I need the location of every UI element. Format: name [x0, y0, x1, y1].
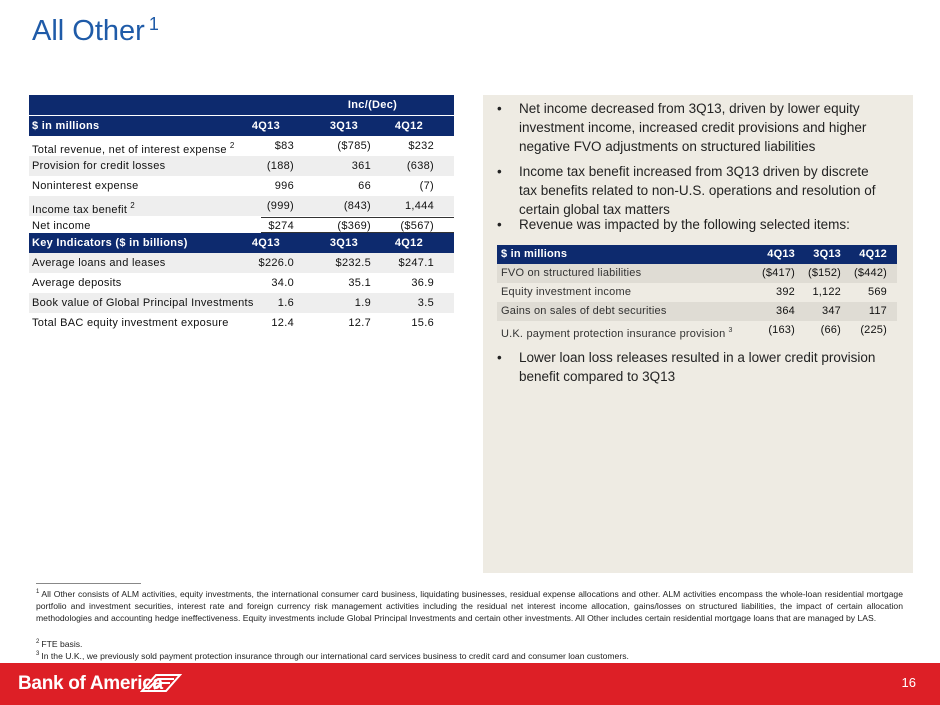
- cell: 347: [822, 305, 841, 317]
- row-label: Net income: [32, 220, 91, 232]
- bullet-text: Revenue was impacted by the following selected items:: [519, 217, 850, 232]
- table-row: [497, 264, 897, 283]
- footnote-ref: 3: [728, 327, 733, 334]
- cell: 569: [868, 286, 887, 298]
- cell: 1,122: [812, 286, 841, 298]
- footnote-1: $^1$ All Other consists of ALM activities, equity investments, the international consumer card business, liquidating businesses, residual expense allocations and other. ALM activities encompass the whole-loan residential mortgage portfolio and investment securities, interest rate and foreign currency risk management activities including the residual net interest income allocation, gains/losses on structured liabilities, the impact of certain allocation methodologies and accounting hedge ineffectiveness. Equity investments include Global Principal Investments and certain other investments. All Other includes certain residential mortgage loans that are managed by LAS.: [36, 589, 903, 623]
- group-header-row: [29, 95, 454, 115]
- table-header: [29, 115, 454, 136]
- table-row: [29, 313, 454, 333]
- cell: $247.1: [398, 257, 434, 269]
- cell: (7): [419, 180, 434, 192]
- cell: (163): [768, 324, 795, 336]
- header-col: 4Q12: [394, 120, 423, 132]
- bullet-dot-icon: •: [497, 350, 502, 365]
- cell: $232: [408, 140, 434, 152]
- row-label: U.K. payment protection insurance provision $^3$: [501, 327, 733, 340]
- cell: (225): [860, 324, 887, 336]
- cell: ($369): [337, 220, 371, 232]
- cell: ($442): [854, 267, 887, 279]
- cell: 996: [274, 180, 294, 192]
- cell: $232.5: [335, 257, 371, 269]
- header-col: 4Q13: [251, 237, 280, 249]
- row-label: Average deposits: [32, 277, 122, 289]
- cell: ($567): [400, 220, 434, 232]
- cell: $226.0: [258, 257, 294, 269]
- footnote-2: $^2$ FTE basis.: [36, 639, 83, 649]
- header-label: $ in millions: [501, 248, 568, 260]
- table-row: [497, 302, 897, 321]
- page-title: All Other $^1$: [32, 14, 159, 47]
- cell: (188): [266, 160, 294, 172]
- table-row: [29, 273, 454, 293]
- income-summary-table: [29, 95, 454, 236]
- header-col: 3Q13: [329, 120, 358, 132]
- bullet-text: Income tax benefit increased from 3Q13 driven by discrete tax benefits related to non-U.S. operations and resolution of certain global tax matters: [519, 164, 876, 217]
- table-row: [29, 196, 454, 216]
- bullet-text: Net income decreased from 3Q13, driven by lower equity investment income, increased credit provisions and higher negative FVO adjustments on structured liabilities: [519, 101, 867, 154]
- table-row: [497, 321, 897, 340]
- cell: 12.7: [348, 317, 371, 329]
- cell: $83: [274, 140, 294, 152]
- total-underline: [261, 217, 454, 218]
- cell: 1.9: [354, 297, 371, 309]
- cell: 15.6: [411, 317, 434, 329]
- bullet-dot-icon: •: [497, 101, 502, 116]
- cell: 12.4: [271, 317, 294, 329]
- page-number: 16: [901, 675, 916, 690]
- cell: 392: [776, 286, 795, 298]
- table-row: [29, 156, 454, 176]
- cell: (843): [343, 200, 371, 212]
- bullet-text: Lower loan loss releases resulted in a lower credit provision benefit compared to 3Q13: [519, 350, 876, 384]
- table-row: [29, 136, 454, 156]
- row-label: Equity investment income: [501, 286, 632, 298]
- cell: 35.1: [348, 277, 371, 289]
- cell: ($417): [762, 267, 795, 279]
- cell: (999): [266, 200, 294, 212]
- table-row: [29, 253, 454, 273]
- header-col: 3Q13: [329, 237, 358, 249]
- cell: 117: [868, 305, 887, 317]
- bullet-dot-icon: •: [497, 217, 502, 232]
- cell: 1,444: [404, 200, 434, 212]
- header-label: $ in millions: [32, 120, 100, 132]
- row-label: Average loans and leases: [32, 257, 166, 269]
- footnote-divider: [36, 583, 141, 584]
- footnote-3: $^3$ In the U.K., we previously sold payment protection insurance through our international card services business to credit card and consumer loan customers.: [36, 651, 629, 661]
- footnote-ref: 2: [130, 201, 136, 210]
- bank-of-america-logo: Bank of America: [18, 673, 163, 694]
- header-col: 4Q12: [394, 237, 423, 249]
- table-header: [497, 245, 897, 264]
- key-indicators-table: [29, 233, 454, 333]
- footer-bar: [0, 663, 940, 705]
- title-footnote-ref: 1: [148, 14, 159, 34]
- header-label: Key Indicators ($ in billions): [32, 237, 188, 249]
- row-label: Book value of Global Principal Investments: [32, 297, 254, 309]
- header-col: 4Q13: [251, 120, 280, 132]
- cell: 3.5: [417, 297, 434, 309]
- table-row: [29, 176, 454, 196]
- header-col: 3Q13: [813, 248, 841, 260]
- table-header: [29, 233, 454, 253]
- table-row: [497, 283, 897, 302]
- row-label: Total revenue, net of interest expense $^2$: [32, 141, 235, 156]
- cell: 361: [351, 160, 371, 172]
- cell: 364: [776, 305, 795, 317]
- cell: ($785): [337, 140, 371, 152]
- table-row: [29, 293, 454, 313]
- commentary-panel: [483, 95, 913, 573]
- row-label: Noninterest expense: [32, 180, 139, 192]
- selected-items-table: [497, 245, 897, 340]
- row-label: Provision for credit losses: [32, 160, 166, 172]
- cell: ($152): [808, 267, 841, 279]
- cell: 34.0: [271, 277, 294, 289]
- cell: 1.6: [277, 297, 294, 309]
- bullet-dot-icon: •: [497, 164, 502, 179]
- footnote-ref: 2: [229, 141, 235, 150]
- inc-dec-label: Inc/(Dec): [347, 99, 398, 111]
- row-label: Total BAC equity investment exposure: [32, 317, 229, 329]
- header-col: 4Q12: [859, 248, 887, 260]
- row-label: Gains on sales of debt securities: [501, 305, 667, 317]
- cell: 66: [358, 180, 371, 192]
- cell: (638): [406, 160, 434, 172]
- cell: (66): [820, 324, 841, 336]
- header-col: 4Q13: [767, 248, 795, 260]
- row-label: FVO on structured liabilities: [501, 267, 642, 279]
- cell: 36.9: [411, 277, 434, 289]
- flagscape-icon: [140, 671, 182, 695]
- row-label: Income tax benefit $^2$: [32, 201, 136, 216]
- cell: $274: [268, 220, 294, 232]
